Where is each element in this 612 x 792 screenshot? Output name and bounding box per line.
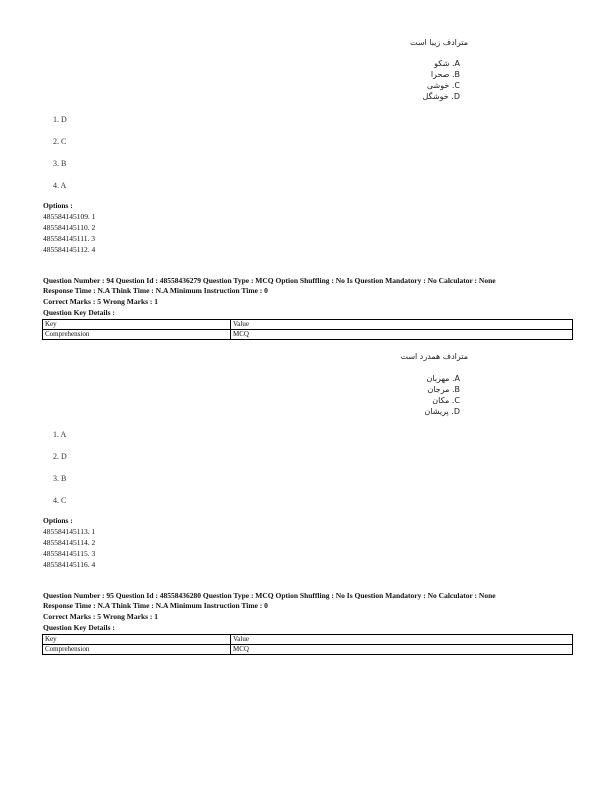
answer-item: 4. A — [53, 181, 67, 190]
question-meta-line: Question Number : 95 Question Id : 48558436280 Question Type : MCQ Option Shuffling : No Is Question Mandatory : No Calculator : None — [43, 591, 496, 600]
answer-item: 3. B — [53, 159, 67, 168]
key-details-label: Question Key Details : — [43, 623, 115, 632]
key-cell: Comprehension — [43, 645, 231, 655]
option-id: 485584145109. 1 — [43, 212, 96, 221]
answer-item: 1. D — [53, 115, 67, 124]
key-cell: Comprehension — [43, 330, 231, 340]
question-text: مترادف زیبا است — [410, 38, 468, 47]
choice-d: D. خوشگل — [422, 92, 460, 101]
option-id: 485584145113. 1 — [43, 527, 96, 536]
key-table — [42, 319, 573, 340]
question-text: مترادف همدرد است — [400, 352, 468, 361]
marks-line: Correct Marks : 5 Wrong Marks : 1 — [43, 612, 159, 621]
answer-list — [53, 115, 67, 203]
choice-a: A. مهربان — [426, 374, 460, 383]
value-cell: MCQ — [231, 330, 573, 340]
options-label: Options : — [43, 201, 73, 210]
value-cell: MCQ — [231, 645, 573, 655]
key-details-label: Question Key Details : — [43, 308, 115, 317]
value-header: Value — [231, 635, 573, 645]
choice-d: D. پریشان — [424, 407, 460, 416]
options-label: Options : — [43, 516, 73, 525]
choice-a: A. شکو — [434, 59, 460, 68]
marks-line: Correct Marks : 5 Wrong Marks : 1 — [43, 297, 159, 306]
choice-list — [360, 373, 460, 417]
question-meta — [43, 591, 583, 633]
answer-item: 1. A — [53, 430, 67, 439]
key-header: Key — [43, 635, 231, 645]
key-header: Key — [43, 320, 231, 330]
option-id: 485584145115. 3 — [43, 549, 96, 558]
choice-c: C. مکان — [432, 396, 460, 405]
choice-b: B. صحرا — [430, 70, 460, 79]
choice-list — [360, 58, 460, 102]
option-id: 485584145112. 4 — [43, 245, 96, 254]
options-block — [43, 515, 95, 570]
answer-list — [53, 430, 67, 518]
answer-item: 3. B — [53, 474, 67, 483]
key-table — [42, 634, 573, 655]
answer-item: 4. C — [53, 496, 67, 505]
value-header: Value — [231, 320, 573, 330]
answer-item: 2. C — [53, 137, 67, 146]
option-id: 485584145111. 3 — [43, 234, 95, 243]
question-meta-line: Response Time : N.A Think Time : N.A Minimum Instruction Time : 0 — [43, 286, 268, 295]
choice-c: C. خوشی — [426, 81, 460, 90]
option-id: 485584145110. 2 — [43, 223, 96, 232]
question-meta-line: Question Number : 94 Question Id : 48558436279 Question Type : MCQ Option Shuffling : No Is Question Mandatory : No Calculator : None — [43, 276, 496, 285]
choice-b: B. مرجان — [427, 385, 460, 394]
option-id: 485584145116. 4 — [43, 560, 96, 569]
question-meta-line: Response Time : N.A Think Time : N.A Minimum Instruction Time : 0 — [43, 601, 268, 610]
option-id: 485584145114. 2 — [43, 538, 96, 547]
options-block — [43, 200, 96, 255]
question-meta — [43, 276, 583, 318]
answer-item: 2. D — [53, 452, 67, 461]
